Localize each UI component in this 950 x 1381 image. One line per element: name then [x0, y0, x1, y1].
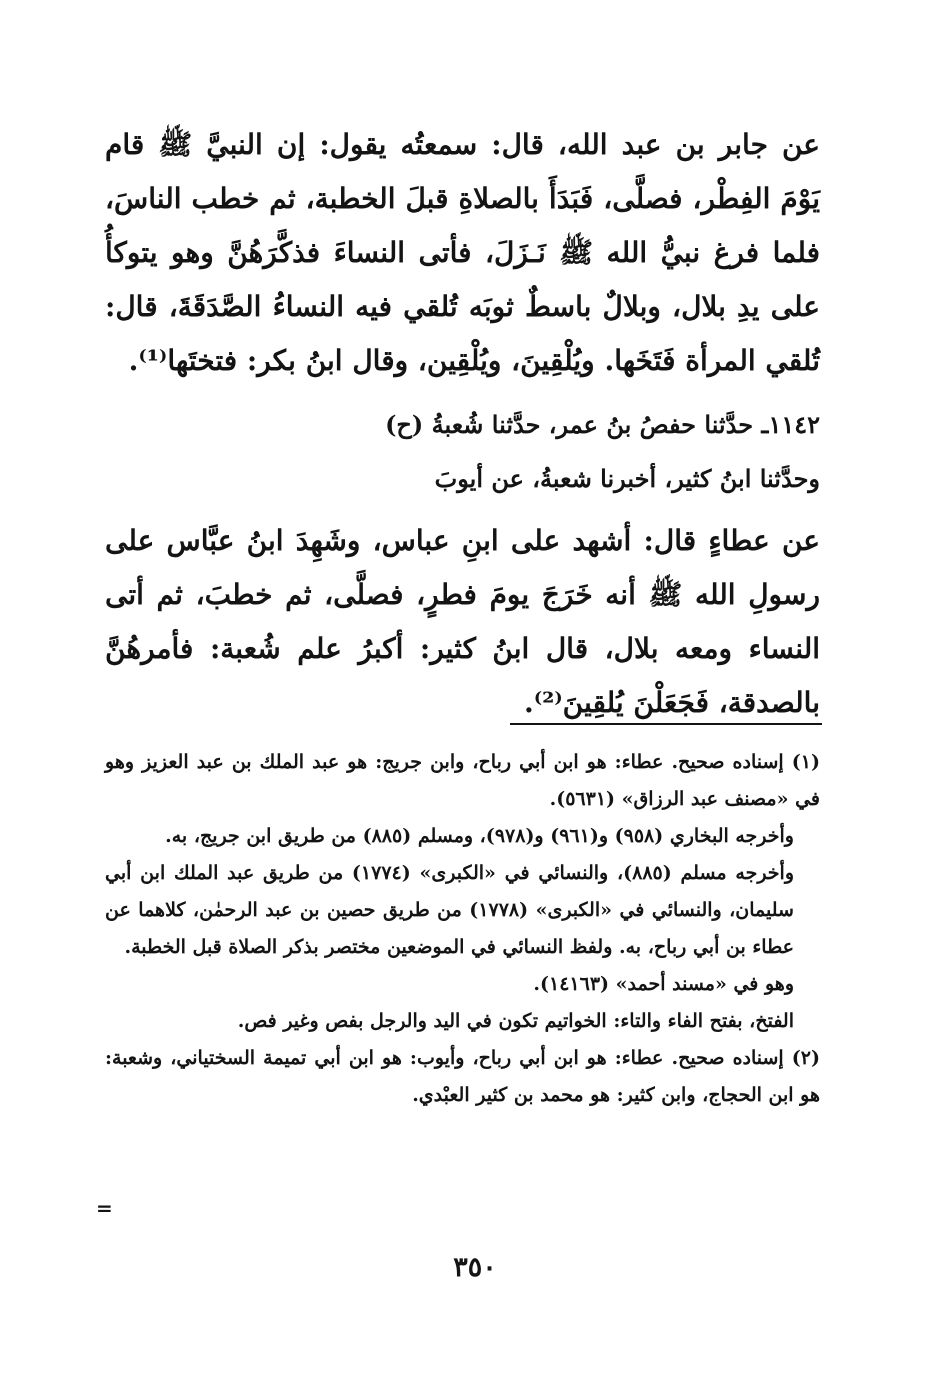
footnote-divider — [510, 723, 822, 725]
footnote-1-muslim: وأخرجه مسلم (٨٨٥)، والنسائي في «الكبرى» (١٧٧٤) من طريق عبد الملك ابن أبي سليمان، والنسائي في «الكبرى» (١٧٧٨) من طريق حصين بن عبد الرحمٰن، كلاهما عن عطاء بن أبي رباح، به. ولفظ النسائي في الموضعين مختصر بذكر الصلاة قبل الخطبة. — [105, 862, 794, 958]
footnote-1-ahmad: وهو في «مسند أحمد» (١٤١٦٣). — [533, 973, 794, 995]
footnote-1-bukhari: وأخرجه البخاري (٩٥٨) و(٩٦١) و(٩٧٨)، ومسلم (٨٨٥) من طريق ابن جريج، به. — [165, 825, 794, 847]
hadith-1142-chain-2: وحدَّثنا ابنُ كثير، أخبرنا شعبةُ، عن أيوبَ — [434, 464, 820, 493]
hadith-text — [105, 118, 820, 730]
hadith-paragraph-1141: عن جابر بن عبد الله، قال: سمعتُه يقول: إن النبيَّ ﷺ قام يَوْمَ الفِطْر، فصلَّى، فَبَدَأَ بالصلاةِ قبلَ الخطبة، ثم خطب الناسَ، فلما فرغ نبيُّ الله ﷺ نَـزَلَ، فأتى النساءَ فذكَّرَهُنَّ وهو يتوكأُ على يدِ بلال، وبلالٌ باسطٌ ثوبَه تُلقي فيه النساءُ الصَّدَقَةَ، قال: تُلقي المرأة فَتَخَها. ويُلْقِينَ، ويُلْقِين، وقال ابنُ بكر: فتختَها⁽¹⁾. — [105, 128, 820, 377]
hadith-paragraph-1142: عن عطاءٍ قال: أشهد على ابنِ عباس، وشَهِدَ ابنُ عبَّاس على رسولِ الله ﷺ أنه خَرَجَ يومَ فطرٍ، فصلَّى، ثم خطبَ، ثم أتى النساء ومعه بلال، قال ابنُ كثير: أكبرُ علم شُعبة: فأمرهُنَّ بالصدقة، فَجَعَلْنَ يُلقِينَ⁽²⁾. — [105, 524, 820, 719]
hadith-1142-chain-1: ١١٤٢ـ حدَّثنا حفصُ بنُ عمر، حدَّثنا شُعبةُ (ح) — [385, 410, 820, 439]
footnote-1-gloss: الفتخ، بفتح الفاء والتاء: الخواتيم تكون في اليد والرجل بفص وغير فص. — [237, 1010, 794, 1032]
footnote-1: (١) إسناده صحيح. عطاء: هو ابن أبي رباح، وابن جريج: هو عبد الملك بن عبد العزيز وهو في «مصنف عبد الرزاق» (٥٦٣١). — [105, 751, 820, 810]
footnotes — [105, 744, 820, 1114]
footnote-2: (٢) إسناده صحيح. عطاء: هو ابن أبي رباح، وأيوب: هو ابن أبي تميمة السختياني، وشعبة: هو ابن الحجاج، وابن كثير: هو محمد بن كثير العبْدي. — [105, 1047, 820, 1106]
continuation-mark: = — [96, 1196, 113, 1220]
page-number: ٣٥٠ — [453, 1252, 497, 1283]
